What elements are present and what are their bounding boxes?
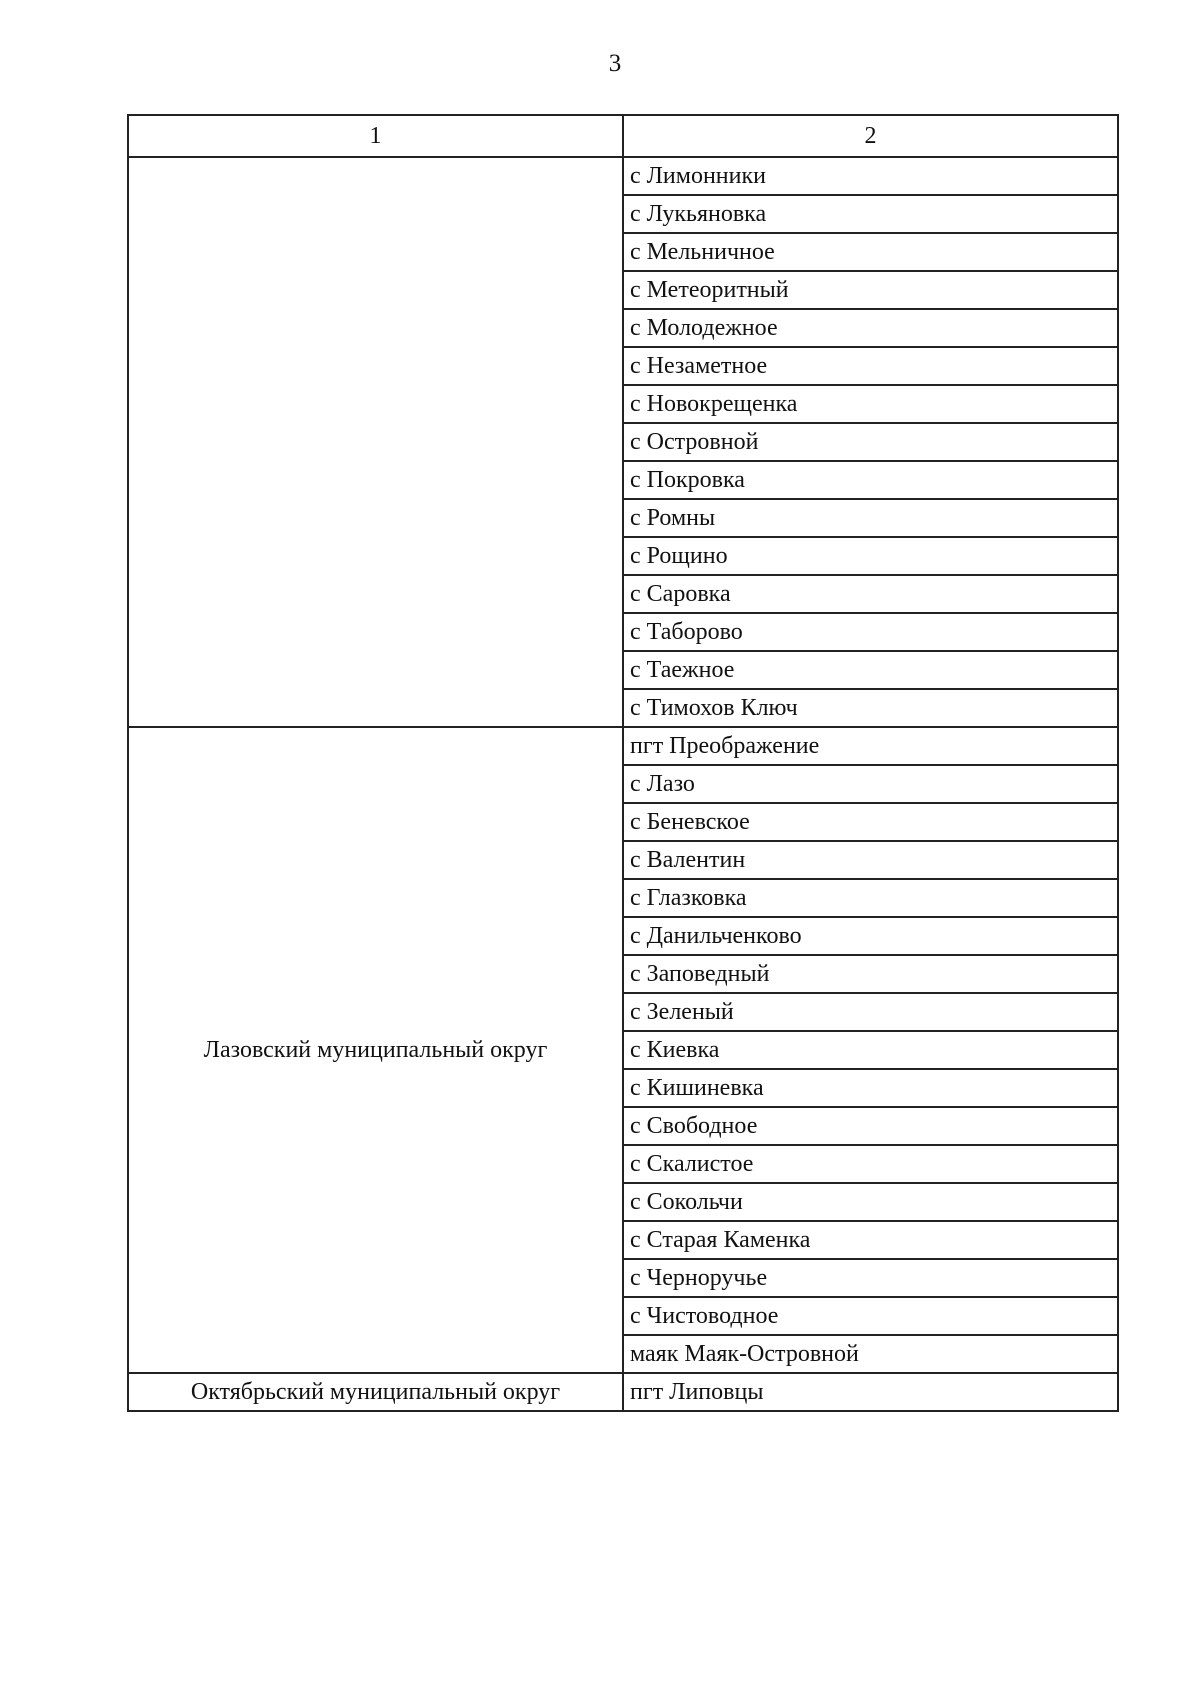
- page-number: 3: [608, 50, 622, 77]
- settlement-cell: с Островной: [623, 423, 1118, 461]
- settlement-cell: пгт Преображение: [623, 727, 1118, 765]
- table-row: [128, 1373, 1118, 1411]
- column-header-1: 1: [128, 115, 623, 157]
- settlement-cell: с Покровка: [623, 461, 1118, 499]
- district-cell: Лазовский муниципальный округ: [128, 727, 623, 1373]
- settlement-cell: с Мельничное: [623, 233, 1118, 271]
- settlement-cell: с Скалистое: [623, 1145, 1118, 1183]
- settlement-cell: с Лукьяновка: [623, 195, 1118, 233]
- settlement-cell: с Сокольчи: [623, 1183, 1118, 1221]
- settlement-cell: с Валентин: [623, 841, 1118, 879]
- settlement-cell: с Незаметное: [623, 347, 1118, 385]
- settlement-cell: с Таборово: [623, 613, 1118, 651]
- settlement-cell: с Киевка: [623, 1031, 1118, 1069]
- settlement-cell: с Зеленый: [623, 993, 1118, 1031]
- settlement-cell: с Новокрещенка: [623, 385, 1118, 423]
- settlement-cell: с Тимохов Ключ: [623, 689, 1118, 727]
- settlement-cell: с Молодежное: [623, 309, 1118, 347]
- settlement-cell: с Свободное: [623, 1107, 1118, 1145]
- settlement-cell: с Чистоводное: [623, 1297, 1118, 1335]
- table-body: [128, 115, 1118, 1411]
- table-row: [128, 727, 1118, 765]
- settlement-cell: с Метеоритный: [623, 271, 1118, 309]
- settlement-cell: пгт Липовцы: [623, 1373, 1118, 1411]
- settlement-cell: с Ромны: [623, 499, 1118, 537]
- settlement-cell: с Кишиневка: [623, 1069, 1118, 1107]
- settlement-cell: с Лимонники: [623, 157, 1118, 195]
- column-header-2: 2: [623, 115, 1118, 157]
- settlement-cell: с Беневское: [623, 803, 1118, 841]
- table-header-row: [128, 115, 1118, 157]
- district-cell: [128, 157, 623, 727]
- settlement-cell: с Лазо: [623, 765, 1118, 803]
- settlement-cell: с Саровка: [623, 575, 1118, 613]
- settlement-cell: с Глазковка: [623, 879, 1118, 917]
- settlements-table: [127, 114, 1119, 1412]
- district-cell: Октябрьский муниципальный округ: [128, 1373, 623, 1411]
- settlement-cell: с Рощино: [623, 537, 1118, 575]
- settlement-cell: маяк Маяк-Островной: [623, 1335, 1118, 1373]
- table-row: [128, 157, 1118, 195]
- settlement-cell: с Заповедный: [623, 955, 1118, 993]
- settlement-cell: с Черноручье: [623, 1259, 1118, 1297]
- settlement-cell: с Старая Каменка: [623, 1221, 1118, 1259]
- settlement-cell: с Данильченково: [623, 917, 1118, 955]
- settlement-cell: с Таежное: [623, 651, 1118, 689]
